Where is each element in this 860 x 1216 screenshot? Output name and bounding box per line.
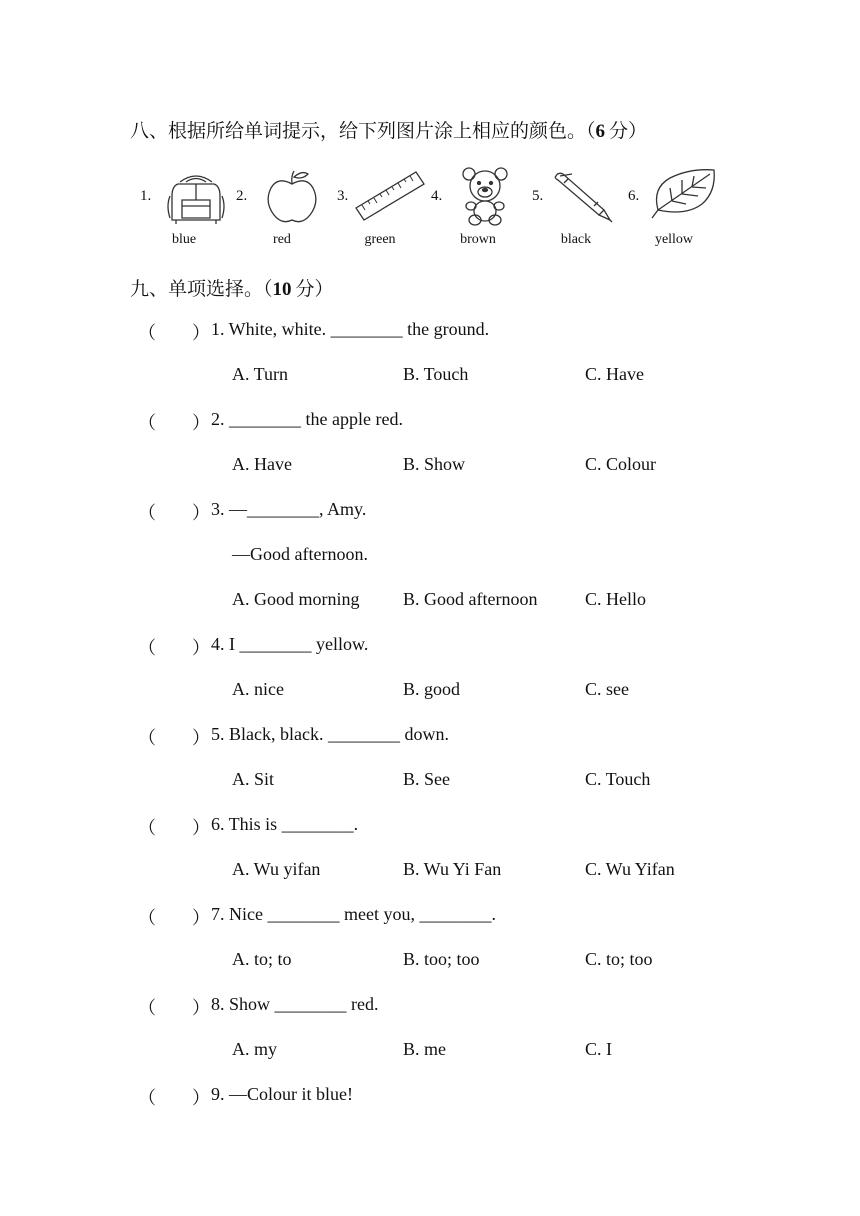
picture-number-5: 5.	[532, 188, 544, 204]
apple-icon	[264, 168, 320, 226]
answer-paren[interactable]: （ ）	[138, 503, 210, 523]
option-a: A. Good morning	[232, 589, 360, 609]
teddy-bear-icon	[460, 166, 510, 226]
picture-word-yellow: yellow	[654, 232, 694, 247]
option-a: A. my	[232, 1039, 277, 1059]
backpack-icon	[166, 170, 226, 226]
option-a: A. Sit	[232, 769, 275, 789]
option-c: C. Wu Yifan	[585, 859, 675, 879]
answer-paren[interactable]: （ ）	[138, 818, 210, 838]
option-b: B. See	[403, 769, 450, 789]
picture-word-black: black	[560, 232, 592, 247]
picture-word-brown: brown	[460, 232, 496, 247]
answer-paren[interactable]: （ ）	[138, 323, 210, 343]
question-text: 2. ________ the apple red.	[211, 409, 403, 429]
option-c: C. I	[585, 1039, 612, 1059]
picture-number-6: 6.	[628, 188, 640, 204]
option-b: B. too; too	[403, 949, 480, 969]
picture-number-2: 2.	[236, 188, 248, 204]
option-a: A. Wu yifan	[232, 859, 321, 879]
picture-number-1: 1.	[140, 188, 152, 204]
option-b: B. good	[403, 679, 461, 699]
option-b: B. Touch	[403, 364, 469, 384]
option-c: C. Hello	[585, 589, 646, 609]
option-a: A. to; to	[232, 949, 292, 969]
question-text: 5. Black, black. ________ down.	[211, 724, 449, 744]
option-c: C. to; too	[585, 949, 653, 969]
option-b: B. me	[403, 1039, 446, 1059]
answer-paren[interactable]: （ ）	[138, 413, 210, 433]
picture-word-blue: blue	[171, 232, 197, 247]
ruler-icon	[354, 170, 426, 222]
question-text: 6. This is ________.	[211, 814, 359, 834]
question-text: 8. Show ________ red.	[211, 994, 379, 1014]
question-text: 4. I ________ yellow.	[211, 634, 369, 654]
question-text: 7. Nice ________ meet you, ________.	[211, 904, 496, 924]
option-c: C. Touch	[585, 769, 651, 789]
question-text: 1. White, white. ________ the ground.	[211, 319, 490, 339]
option-b: B. Wu Yi Fan	[403, 859, 502, 879]
answer-paren[interactable]: （ ）	[138, 638, 210, 658]
picture-word-green: green	[364, 232, 396, 247]
leaf-icon	[648, 166, 718, 220]
option-a: A. nice	[232, 679, 284, 699]
question-dialogue-line: —Good afternoon.	[232, 544, 368, 564]
pen-icon	[552, 170, 616, 224]
option-c: C. Colour	[585, 454, 657, 474]
answer-paren[interactable]: （ ）	[138, 1088, 210, 1108]
answer-paren[interactable]: （ ）	[138, 908, 210, 928]
option-a: A. Turn	[232, 364, 289, 384]
picture-number-4: 4.	[431, 188, 443, 204]
answer-paren[interactable]: （ ）	[138, 998, 210, 1018]
option-b: B. Good afternoon	[403, 589, 538, 609]
picture-number-3: 3.	[337, 188, 349, 204]
option-c: C. Have	[585, 364, 644, 384]
section9-title: 九、单项选择。（10 分）	[130, 278, 334, 300]
option-c: C. see	[585, 679, 629, 699]
option-b: B. Show	[403, 454, 466, 474]
option-a: A. Have	[232, 454, 292, 474]
answer-paren[interactable]: （ ）	[138, 728, 210, 748]
picture-word-red: red	[273, 232, 291, 247]
question-text: 3. —________, Amy.	[211, 499, 367, 519]
section8-title: 八、根据所给单词提示，给下列图片涂上相应的颜色。（6 分）	[130, 120, 648, 142]
question-text: 9. —Colour it blue!	[211, 1084, 353, 1104]
